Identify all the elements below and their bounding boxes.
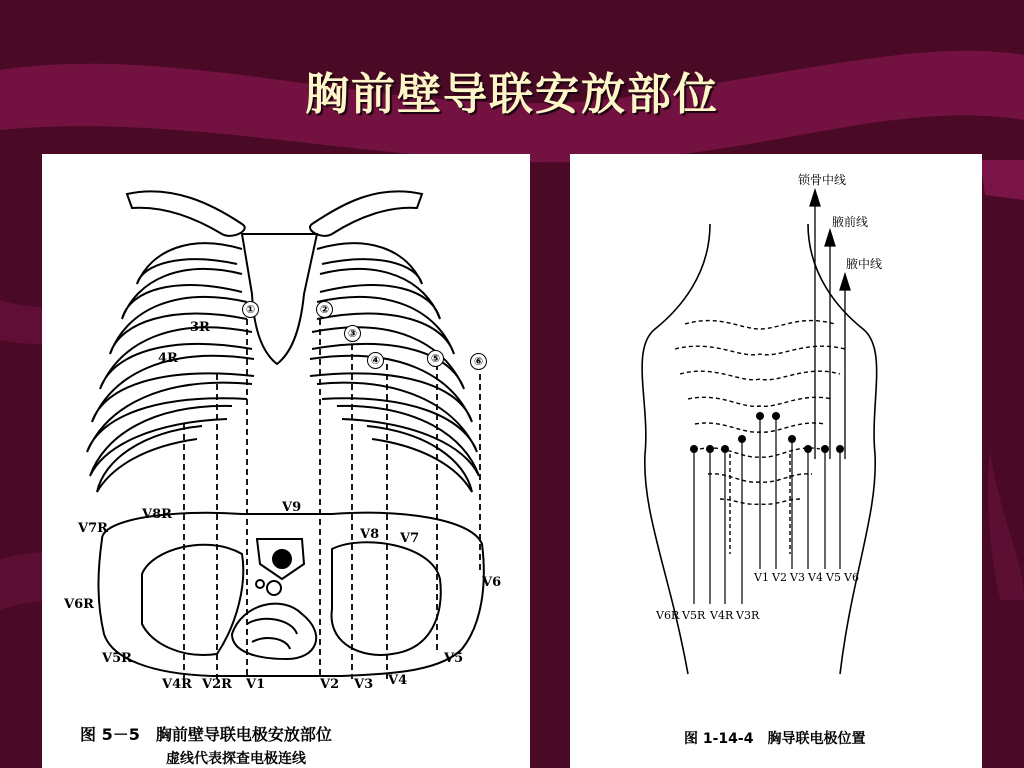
rib-label-3r: 3R [190,320,210,335]
label-anterior-axillary-line: 腋前线 [832,215,869,229]
label-v9: V9 [282,500,302,515]
right-ribs [310,243,479,492]
lead-v6r: V6R [656,609,680,622]
left-figure-panel [42,154,530,768]
label-v7: V7 [400,531,420,546]
lead-v3r: V3R [736,609,760,622]
left-figure-caption: 图 5－5 胸前壁导联电极安放部位 [80,725,332,744]
lead-v5r: V5R [682,609,706,622]
label-v4r: V4R [162,677,192,692]
label-v2: V2 [320,677,340,692]
label-v5: V5 [444,651,464,666]
label-mid-axillary-line: 腋中线 [846,257,883,271]
label-v8: V8 [360,527,380,542]
left-figure-subcaption: 虚线代表探查电极连线 [166,751,306,767]
right-figure-caption: 图 1-14-4 胸导联电极位置 [684,731,866,747]
rib-cage-diagram [42,154,530,768]
lead-v6: V6 [844,571,859,584]
rib-label-4r: 4R [158,351,178,366]
left-ribs [87,243,254,492]
reference-lines [810,190,850,459]
label-v3: V3 [354,677,374,692]
marker-2: ② [316,301,333,318]
lead-v5: V5 [826,571,841,584]
marker-5: ⑤ [427,350,444,367]
label-v2r: V2R [202,677,232,692]
lead-v3: V3 [790,571,805,584]
lead-v1: V1 [754,571,769,584]
marker-1: ① [242,301,259,318]
slide-title: 胸前壁导联安放部位 [305,69,719,120]
label-v5r: V5R [102,651,132,666]
marker-3: ③ [344,325,361,342]
label-v7r: V7R [78,521,108,536]
lead-v4r: V4R [710,609,734,622]
label-v4: V4 [388,673,408,688]
label-v6: V6 [482,575,502,590]
label-v1: V1 [246,677,266,692]
lead-v2: V2 [772,571,787,584]
lead-v4: V4 [808,571,823,584]
right-figure-panel [570,154,982,768]
label-midclavicular-line: 锁骨中线 [798,173,847,187]
thorax-cross-section [98,513,483,676]
label-v6r: V6R [64,597,94,612]
marker-4: ④ [367,352,384,369]
marker-6: ⑥ [470,353,487,370]
torso-diagram [570,154,982,768]
label-v8r: V8R [142,507,172,522]
